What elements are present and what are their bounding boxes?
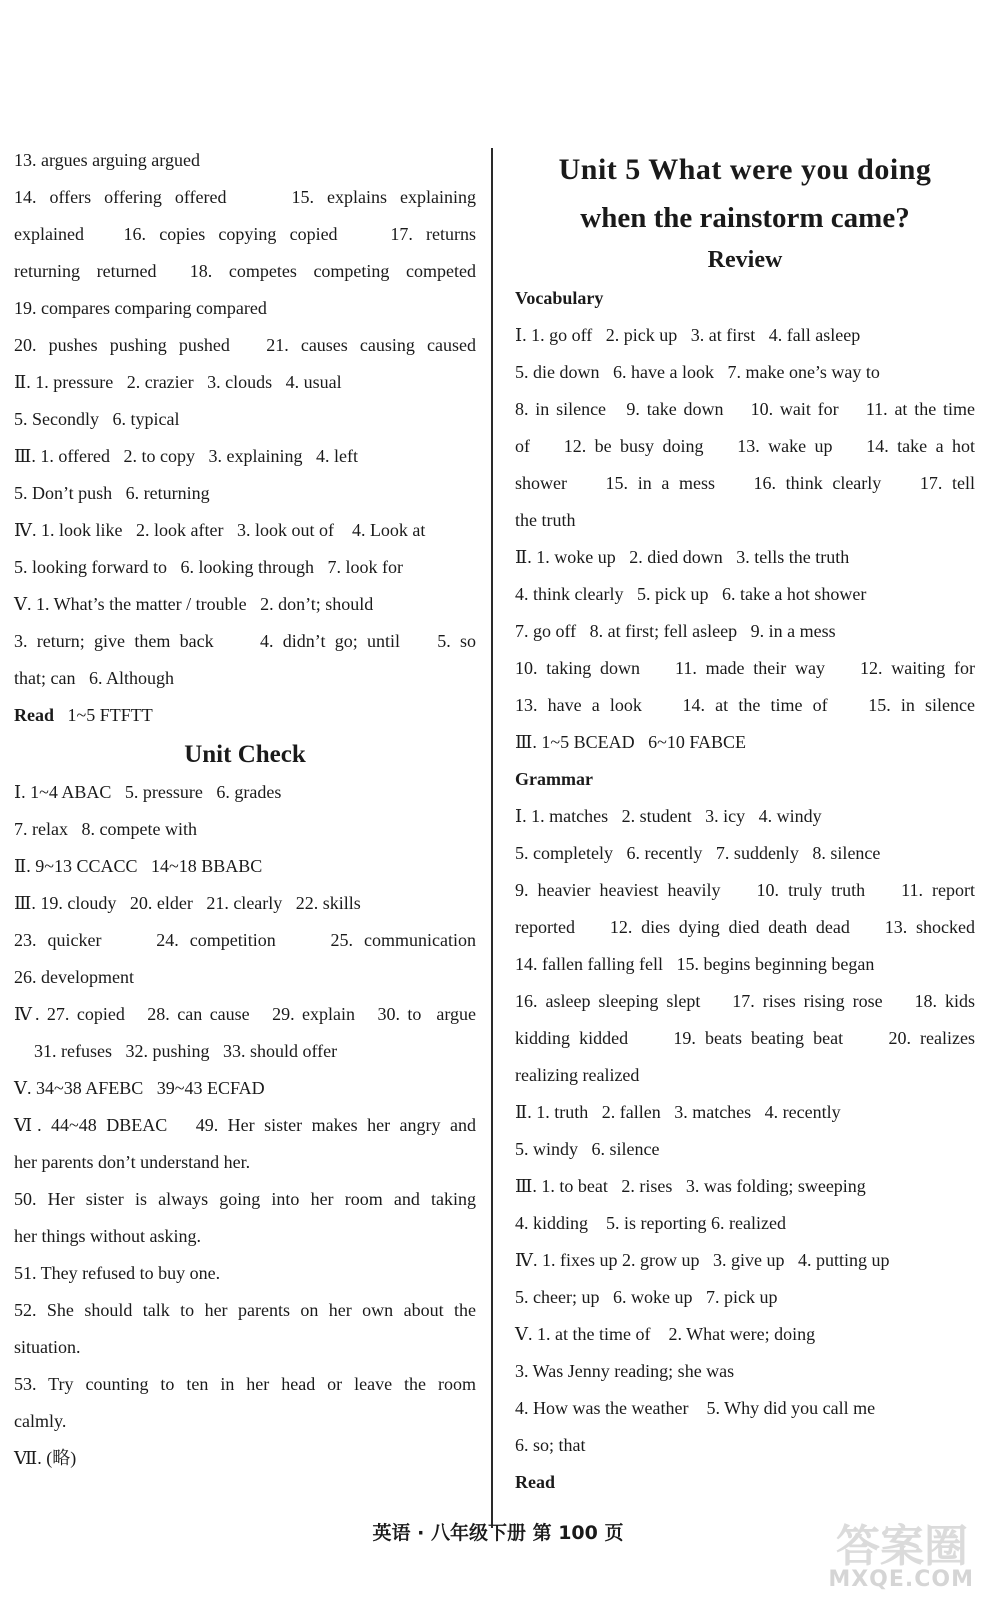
answer-line: Ⅱ. 1. woke up 2. died down 3. tells the truth	[515, 547, 850, 567]
read-line	[14, 701, 476, 738]
answer-line: 19. compares comparing compared	[14, 298, 267, 318]
answer-line: Ⅰ. 1~4 ABAC 5. pressure 6. grades	[14, 782, 282, 802]
answer-line: that; can 6. Although	[14, 668, 174, 688]
answer-line: Ⅴ. 1. What’s the matter / trouble 2. don’t; should	[14, 594, 374, 614]
answer-line: 9. heavier heaviest heavily 10. truly truth 11. report	[515, 880, 975, 900]
answer-line: 7. relax 8. compete with	[14, 819, 197, 839]
grammar-heading: Grammar	[515, 769, 593, 789]
answer-line: 5. Secondly 6. typical	[14, 409, 180, 429]
watermark-text: MXQE.COM	[828, 1567, 974, 1592]
unit-title-line2: when the rainstorm came?	[580, 202, 910, 234]
answer-line: 10. taking down 11. made their way 12. waiting for	[515, 658, 975, 678]
answer-line: of 12. be busy doing 13. wake up 14. take a hot	[515, 436, 975, 456]
answer-line: 14. fallen falling fell 15. begins beginning began	[515, 954, 875, 974]
unit-check-lines	[14, 778, 476, 1481]
answer-line: Ⅱ. 9~13 CCACC 14~18 BBABC	[14, 856, 263, 876]
answer-line: the truth	[515, 510, 576, 530]
page-footer: 英语 · 八年级下册 第 100 页	[372, 1522, 624, 1544]
answer-line: 13. argues arguing argued	[14, 150, 200, 170]
answer-line: Ⅲ. 1. offered 2. to copy 3. explaining 4. left	[14, 446, 358, 466]
answer-line: 4. How was the weather 5. Why did you call me	[515, 1398, 876, 1418]
answer-line: Ⅶ. (略)	[14, 1448, 77, 1468]
answer-line: situation.	[14, 1337, 81, 1357]
answer-line: 5. looking forward to 6. looking through 7. look for	[14, 557, 403, 577]
watermark-logo: 答案圈	[836, 1521, 968, 1572]
answer-line: 5. Don’t push 6. returning	[14, 483, 210, 503]
answer-line: 50. Her sister is always going into her room and taking	[14, 1189, 476, 1209]
column-divider	[491, 148, 493, 1528]
left-column	[14, 146, 476, 1481]
answer-line: 52. She should talk to her parents on her own about the	[14, 1300, 476, 1320]
answer-line: 16. asleep sleeping slept 17. rises rising rose 18. kids	[515, 991, 975, 1011]
answer-line: 3. Was Jenny reading; she was	[515, 1361, 735, 1381]
answer-line: Ⅲ. 1. to beat 2. rises 3. was folding; sweeping	[515, 1176, 866, 1196]
answer-line: 4. kidding 5. is reporting 6. realized	[515, 1213, 786, 1233]
answer-line: 4. think clearly 5. pick up 6. take a hot shower	[515, 584, 867, 604]
answer-line: 8. in silence 9. take down 10. wait for 11. at the time	[515, 399, 975, 419]
answer-line: reported 12. dies dying died death dead 13. shocked	[515, 917, 975, 937]
unit-title-line1: Unit 5 What were you doing	[558, 153, 932, 186]
unit-check-title: Unit Check	[184, 741, 306, 768]
answer-line: 23. quicker 24. competition 25. communication	[14, 930, 476, 950]
answer-line: Ⅱ. 1. pressure 2. crazier 3. clouds 4. usual	[14, 372, 342, 392]
answer-line: 5. cheer; up 6. woke up 7. pick up	[515, 1287, 778, 1307]
vocabulary-lines	[515, 321, 975, 765]
answer-line: Ⅰ. 1. matches 2. student 3. icy 4. windy	[515, 806, 822, 826]
answer-line: Ⅴ. 34~38 AFEBC 39~43 ECFAD	[14, 1078, 265, 1098]
watermark	[808, 1510, 978, 1594]
answer-line: 26. development	[14, 967, 134, 987]
answer-line: explained 16. copies copying copied 17. returns	[14, 224, 476, 244]
answer-line: realizing realized	[515, 1065, 640, 1085]
answer-line: calmly.	[14, 1411, 67, 1431]
left-answer-lines	[14, 146, 476, 701]
answer-line: Ⅱ. 1. truth 2. fallen 3. matches 4. recently	[515, 1102, 841, 1122]
answer-line: 5. die down 6. have a look 7. make one’s way to	[515, 362, 880, 382]
answer-line: 13. have a look 14. at the time of 15. in silence	[515, 695, 975, 715]
read-answers: 1~5 FTFTT	[67, 705, 153, 725]
answer-line: kidding kidded 19. beats beating beat 20. realizes	[515, 1028, 975, 1048]
answer-line: 14. offers offering offered 15. explains explaining	[14, 187, 476, 207]
answer-line: 5. windy 6. silence	[515, 1139, 660, 1159]
grammar-lines	[515, 802, 975, 1468]
answer-line: Ⅲ. 1~5 BCEAD 6~10 FABCE	[515, 732, 747, 752]
answer-line: Ⅰ. 1. go off 2. pick up 3. at first 4. fall asleep	[515, 325, 861, 345]
answer-line: 5. completely 6. recently 7. suddenly 8. silence	[515, 843, 881, 863]
answer-line: Ⅲ. 19. cloudy 20. elder 21. clearly 22. skills	[14, 893, 361, 913]
right-column	[515, 146, 975, 1505]
answer-line: Ⅳ. 1. fixes up 2. grow up 3. give up 4. putting up	[515, 1250, 890, 1270]
answer-line: Ⅳ. 27. copied 28. can cause 29. explain 30. to argue	[14, 1004, 476, 1024]
read-heading: Read	[515, 1472, 555, 1492]
answer-line: 3. return; give them back 4. didn’t go; until 5. so	[14, 631, 476, 651]
answer-line: 20. pushes pushing pushed 21. causes causing caused	[14, 335, 476, 355]
answer-line: 51. They refused to buy one.	[14, 1263, 221, 1283]
answer-line: Ⅵ. 44~48 DBEAC 49. Her sister makes her angry and	[14, 1115, 476, 1135]
answer-line: 53. Try counting to ten in her head or leave the room	[14, 1374, 476, 1394]
answer-line: 7. go off 8. at first; fell asleep 9. in a mess	[515, 621, 836, 641]
answer-line: her things without asking.	[14, 1226, 201, 1246]
answer-line: Ⅳ. 1. look like 2. look after 3. look out of 4. Look at	[14, 520, 426, 540]
answer-line: shower 15. in a mess 16. think clearly 17. tell	[515, 473, 975, 493]
answer-line: 31. refuses 32. pushing 33. should offer	[34, 1041, 338, 1061]
answer-line: 6. so; that	[515, 1435, 586, 1455]
answer-line: her parents don’t understand her.	[14, 1152, 251, 1172]
answer-line: returning returned 18. competes competing competed	[14, 261, 476, 281]
read-label: Read	[14, 705, 54, 725]
review-title: Review	[707, 247, 783, 273]
vocabulary-heading: Vocabulary	[515, 288, 604, 308]
answer-line: Ⅴ. 1. at the time of 2. What were; doing	[515, 1324, 816, 1344]
